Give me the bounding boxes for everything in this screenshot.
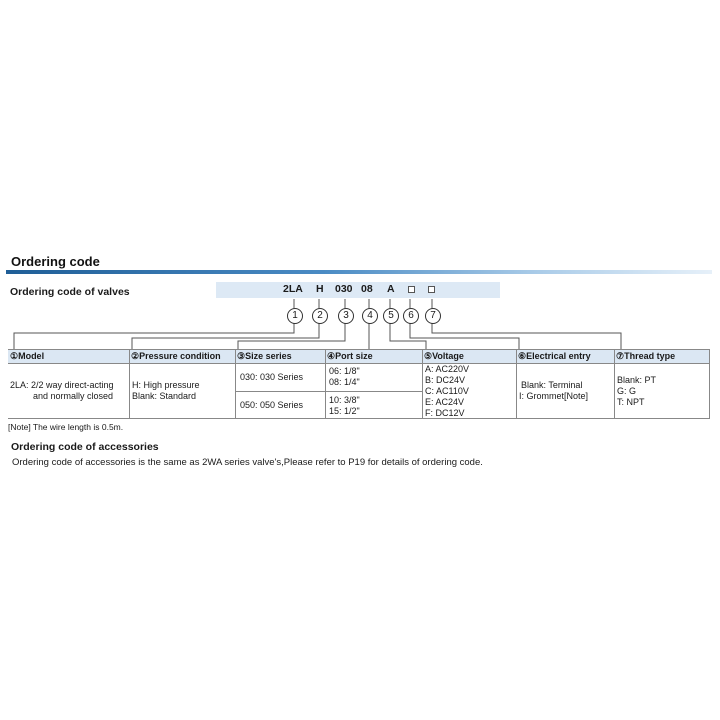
pressure-line1: H: High pressure (132, 380, 200, 390)
port-r2a: 10: 3/8" (329, 395, 360, 405)
header-model: ①Model (8, 349, 129, 363)
entry-line1: Blank: Terminal (521, 380, 583, 390)
voltage-a: A: AC220V (425, 364, 470, 374)
col-divider (422, 349, 423, 418)
code-model: 2LA (283, 283, 303, 295)
circle-3: 3 (338, 308, 354, 324)
circle-2: 2 (312, 308, 328, 324)
table-bottom-rule (8, 418, 710, 419)
port-r1b: 08: 1/4" (329, 377, 360, 387)
port-r2b: 15: 1/2" (329, 406, 360, 416)
table-header-rule (8, 363, 710, 364)
code-pressure: H (316, 283, 324, 295)
circle-5: 5 (383, 308, 399, 324)
col-divider (235, 349, 236, 418)
col-divider (516, 349, 517, 418)
header-size: ③Size series (235, 349, 325, 363)
header-port: ④Port size (325, 349, 422, 363)
table-mid-rule (235, 391, 422, 392)
port-r1a: 06: 1/8" (329, 366, 360, 376)
circle-4: 4 (362, 308, 378, 324)
model-line2: and normally closed (33, 391, 114, 401)
note-text: [Note] The wire length is 0.5m. (8, 422, 124, 432)
code-size: 030 (335, 283, 353, 295)
header-voltage: ⑤Voltage (422, 349, 516, 363)
valves-label: Ordering code of valves (10, 286, 130, 298)
thread-npt: T: NPT (617, 397, 645, 407)
voltage-c: C: AC110V (425, 386, 469, 396)
thread-g: G: G (617, 386, 637, 396)
header-thread: ⑦Thread type (614, 349, 710, 363)
circle-7: 7 (425, 308, 441, 324)
size-row2: 050: 050 Series (240, 400, 304, 410)
code-voltage: A (387, 283, 395, 295)
accessories-title: Ordering code of accessories (11, 441, 159, 453)
voltage-b: B: DC24V (425, 375, 466, 385)
pressure-line2: Blank: Standard (132, 391, 197, 401)
code-port: 08 (361, 283, 373, 295)
voltage-f: F: DC12V (425, 408, 465, 418)
entry-line2: I: Grommet[Note] (519, 391, 589, 401)
col-divider (709, 349, 710, 418)
col-divider (325, 349, 326, 418)
section-title: Ordering code (11, 254, 100, 269)
accessories-text: Ordering code of accessories is the same as 2WA series valve's,Please refer to P19 for details of ordering code. (12, 457, 483, 468)
model-line1: 2LA: 2/2 way direct-acting (10, 380, 114, 390)
circle-1: 1 (287, 308, 303, 324)
thread-pt: Blank: PT (617, 375, 657, 385)
voltage-e: E: AC24V (425, 397, 465, 407)
table-top-rule (8, 349, 710, 350)
col-divider (614, 349, 615, 418)
circle-6: 6 (403, 308, 419, 324)
col-divider (129, 349, 130, 418)
header-pressure: ②Pressure condition (129, 349, 235, 363)
size-row1: 030: 030 Series (240, 372, 304, 382)
header-entry: ⑥Electrical entry (516, 349, 614, 363)
